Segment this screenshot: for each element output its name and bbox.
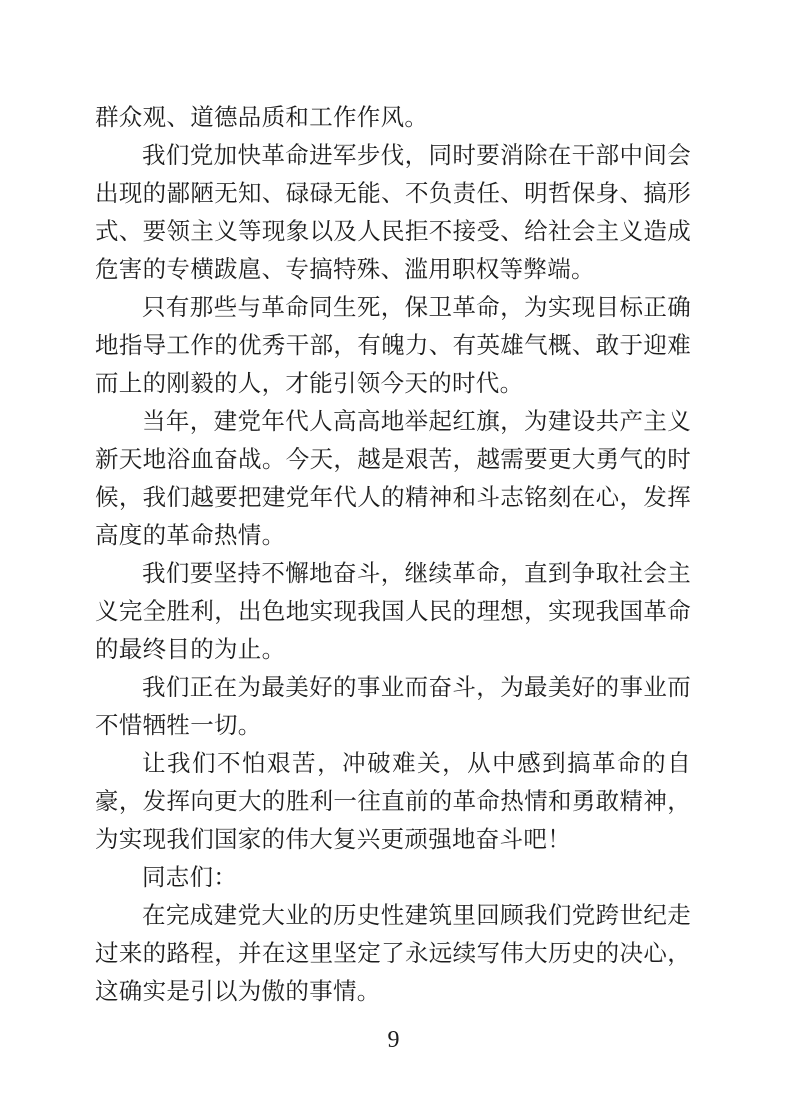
paragraph: 让我们不怕艰苦，冲破难关，从中感到搞革命的自豪，发挥向更大的胜利一往直前的革命热情和勇敢精神，为实现我们国家的伟大复兴更顽强地奋斗吧！ — [95, 751, 691, 853]
paragraph: 同志们： — [142, 865, 238, 891]
paragraph: 群众观、道德品质和工作作风。 — [95, 105, 429, 131]
document-text-block — [95, 99, 691, 1011]
paragraph: 我们党加快革命进军步伐，同时要消除在干部中间会出现的鄙陋无知、碌碌无能、不负责任、明哲保身、搞形式、要领主义等现象以及人民拒不接受、给社会主义造成危害的专横跋扈、专搞特殊、滥用职权等弊端。 — [95, 143, 691, 283]
page-number: 9 — [387, 1027, 400, 1053]
paragraph: 我们要坚持不懈地奋斗，继续革命，直到争取社会主义完全胜利，出色地实现我国人民的理想，实现我国革命的最终目的为止。 — [95, 561, 691, 663]
paragraph: 在完成建党大业的历史性建筑里回顾我们党跨世纪走过来的路程，并在这里坚定了永远续写伟大历史的决心，这确实是引以为傲的事情。 — [95, 903, 691, 1005]
paragraph: 当年，建党年代人高高地举起红旗，为建设共产主义新天地浴血奋战。今天，越是艰苦，越需要更大勇气的时候，我们越要把建党年代人的精神和斗志铭刻在心，发挥高度的革命热情。 — [95, 409, 691, 549]
paragraph: 只有那些与革命同生死，保卫革命，为实现目标正确地指导工作的优秀干部，有魄力、有英雄气概、敢于迎难而上的刚毅的人，才能引领今天的时代。 — [95, 295, 691, 397]
paragraph: 我们正在为最美好的事业而奋斗，为最美好的事业而不惜牺牲一切。 — [95, 675, 691, 739]
